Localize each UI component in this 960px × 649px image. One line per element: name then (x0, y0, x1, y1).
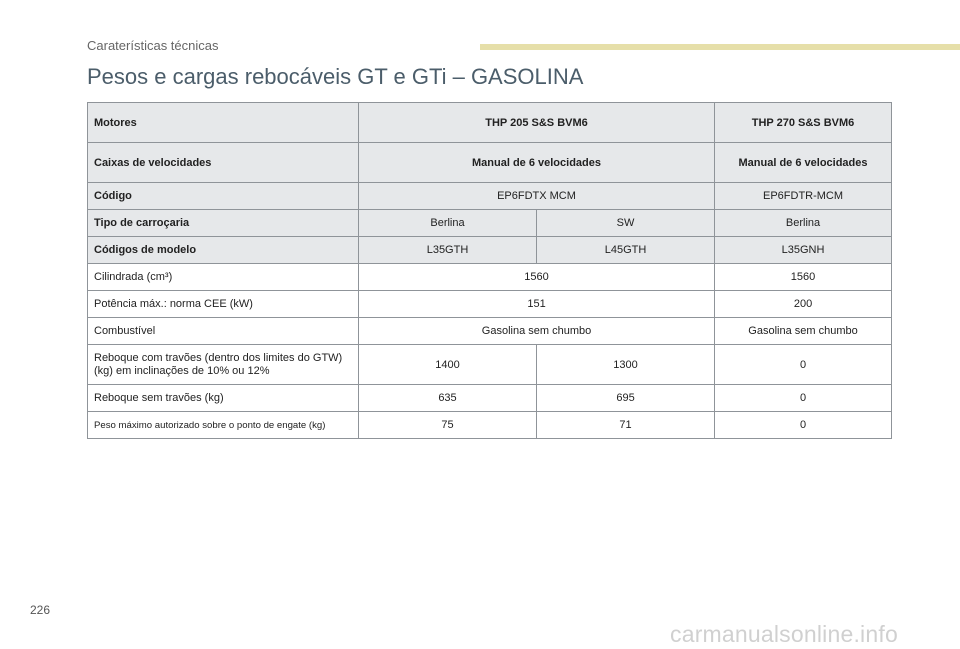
watermark: carmanualsonline.info (670, 621, 898, 647)
value-cell: 695 (537, 385, 715, 412)
table-row (88, 210, 892, 237)
row-label: Cilindrada (cm³) (88, 264, 359, 291)
value-cell: 635 (359, 385, 537, 412)
value-cell: 1560 (715, 264, 892, 291)
table-row (88, 345, 892, 385)
table-row (88, 385, 892, 412)
value-cell: 151 (359, 291, 715, 318)
value-cell: Gasolina sem chumbo (715, 318, 892, 345)
value-cell: Berlina (715, 210, 892, 237)
table-row (88, 143, 892, 183)
table-row (88, 237, 892, 264)
value-cell: 0 (715, 412, 892, 439)
value-cell: Berlina (359, 210, 537, 237)
value-cell: 0 (715, 345, 892, 385)
value-cell: 71 (537, 412, 715, 439)
value-cell: L35GNH (715, 237, 892, 264)
row-label: Combustível (88, 318, 359, 345)
table-row (88, 412, 892, 439)
row-label: Código (88, 183, 359, 210)
value-cell: Manual de 6 velocidades (715, 143, 892, 183)
row-label: Peso máximo autorizado sobre o ponto de engate (kg) (88, 412, 359, 439)
engine-1-cell: THP 205 S&S BVM6 (359, 103, 715, 143)
value-cell: Manual de 6 velocidades (359, 143, 715, 183)
engine-2-cell: THP 270 S&S BVM6 (715, 103, 892, 143)
table-row (88, 264, 892, 291)
value-cell: L45GTH (537, 237, 715, 264)
page-number: 226 (30, 603, 51, 617)
row-label: Reboque sem travões (kg) (88, 385, 359, 412)
page-title: Pesos e cargas rebocáveis GT e GTi – GASOLINA (87, 64, 584, 89)
value-cell: L35GTH (359, 237, 537, 264)
value-cell: 1300 (537, 345, 715, 385)
value-cell: EP6FDTX MCM (359, 183, 715, 210)
section-label: Caraterísticas técnicas (87, 38, 219, 53)
specs-table (87, 102, 892, 439)
value-cell: 0 (715, 385, 892, 412)
value-cell: EP6FDTR-MCM (715, 183, 892, 210)
row-label: Códigos de modelo (88, 237, 359, 264)
row-label: Tipo de carroçaria (88, 210, 359, 237)
table-row (88, 291, 892, 318)
table-row (88, 103, 892, 143)
value-cell: 75 (359, 412, 537, 439)
row-label: Motores (88, 103, 359, 143)
value-cell: SW (537, 210, 715, 237)
table-row (88, 183, 892, 210)
header-accent-bar (480, 44, 960, 50)
row-label: Potência máx.: norma CEE (kW) (88, 291, 359, 318)
row-label: Caixas de velocidades (88, 143, 359, 183)
row-label: Reboque com travões (dentro dos limites do GTW) (kg) em inclinações de 10% ou 12% (88, 345, 359, 385)
value-cell: Gasolina sem chumbo (359, 318, 715, 345)
value-cell: 1560 (359, 264, 715, 291)
value-cell: 1400 (359, 345, 537, 385)
table-row (88, 318, 892, 345)
value-cell: 200 (715, 291, 892, 318)
